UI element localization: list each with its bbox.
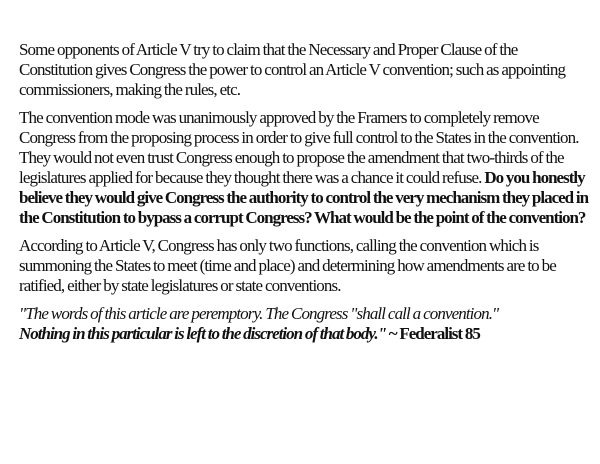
document-body — [19, 40, 589, 352]
paragraph-convention-mode-emphasis: Do you honestly believe they would give Congress the authority to control the very mechanism they placed in the Constitution to bypass a corrupt Congress? What would be the point of the convention? — [19, 168, 589, 227]
federalist-quote — [19, 304, 589, 344]
quote-line-1: "The words of this article are peremptory. The Congress "shall call a convention." — [19, 304, 499, 323]
paragraph-convention-mode-text: The convention mode was unanimously approved by the Framers to completely remove Congress from the proposing process in order to give full control to the States in the convention. They would not even trust Congress enough to propose the amendment that two-thirds of the legislatures applied for because they thought there was a chance it could refuse. — [19, 108, 579, 187]
quote-attribution: ~ Federalist 85 — [386, 324, 480, 343]
quote-line-2: Nothing in this particular is left to the discretion of that body." — [19, 324, 387, 343]
paragraph-convention-mode — [19, 108, 589, 228]
paragraph-necessary-proper: Some opponents of Article V try to claim that the Necessary and Proper Clause of the Constitution gives Congress the power to control an Article V convention; such as appointing commissioners, making the rules, etc. — [19, 40, 566, 99]
paragraph-congress-functions: According to Article V, Congress has only two functions, calling the convention which is summoning the States to meet (time and place) and determining how amendments are to be ratified, either by state legislatures or state conventions. — [19, 236, 556, 295]
